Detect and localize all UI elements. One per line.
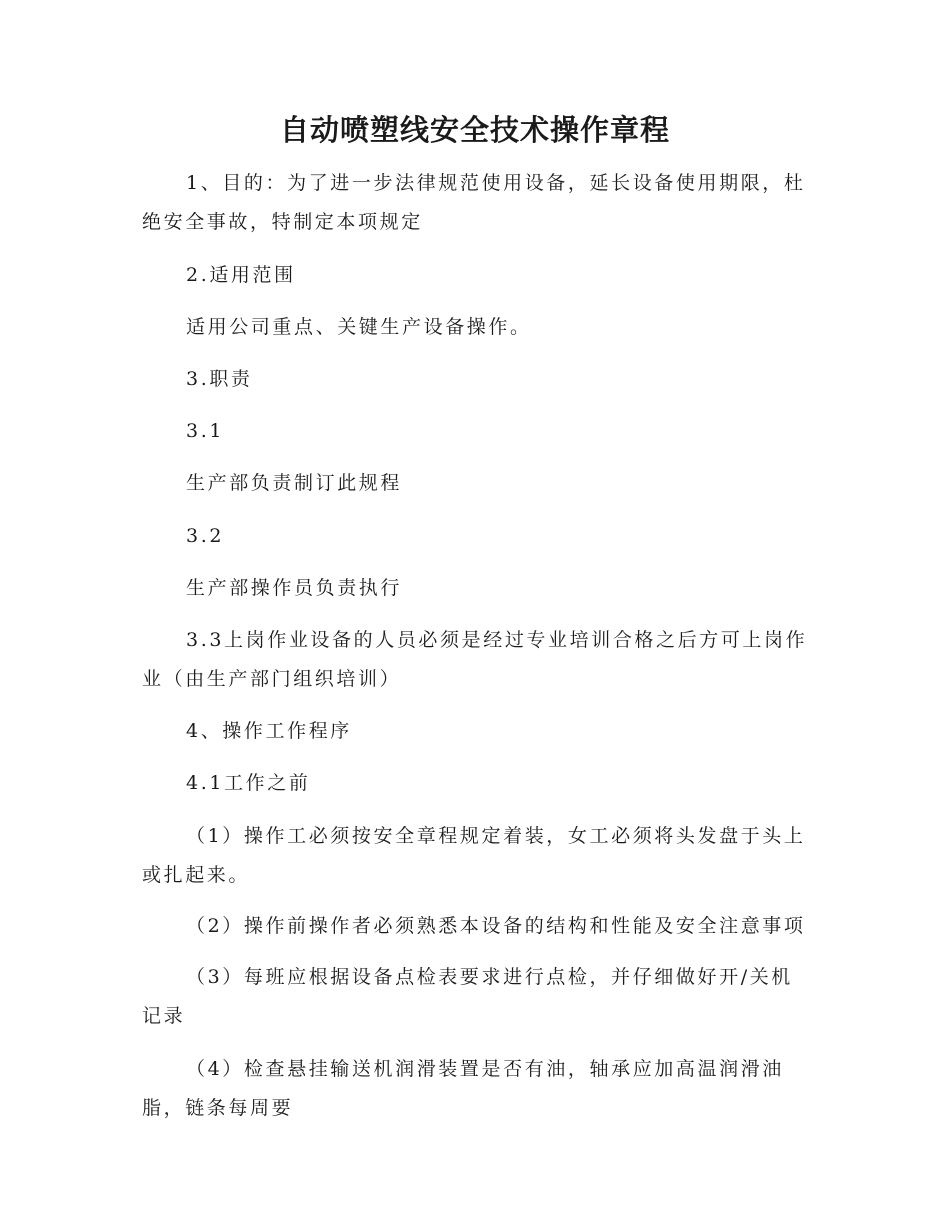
paragraph-scope (142, 308, 812, 347)
paragraph-line: 生产部负责制订此规程 (186, 472, 403, 494)
paragraph-line: 2.适用范围 (186, 264, 296, 286)
paragraph-line: 生产部操作员负责执行 (186, 577, 403, 599)
paragraph-item-3 (142, 958, 812, 1036)
paragraph-duties-heading (142, 360, 812, 399)
paragraph-purpose (142, 164, 812, 242)
paragraph-3-1-text (142, 464, 812, 503)
paragraph-item-1 (142, 817, 812, 895)
paragraph-3-1 (142, 412, 812, 451)
paragraph-line: 业（由生产部门组织培训） (142, 668, 402, 690)
paragraph-3-2 (142, 517, 812, 556)
paragraph-3-3 (142, 621, 812, 699)
paragraph-4-1 (142, 764, 812, 803)
document-title: 自动喷塑线安全技术操作章程 (279, 113, 670, 147)
paragraph-line: （2）操作前操作者必须熟悉本设备的结构和性能及安全注意事项 (186, 915, 806, 937)
paragraph-line: 3.1 (186, 420, 225, 442)
paragraph-line: 3.职责 (186, 368, 253, 390)
paragraph-line: 4、操作工作程序 (186, 720, 352, 742)
paragraph-3-2-text (142, 569, 812, 608)
paragraph-line: 脂，链条每周要 (142, 1097, 294, 1119)
paragraph-line: 4.1工作之前 (186, 772, 311, 794)
paragraph-line: （3）每班应根据设备点检表要求进行点检，并仔细做好开/关机 (186, 966, 793, 988)
paragraph-scope-heading (142, 256, 812, 295)
paragraph-line: （1）操作工必须按安全章程规定着装，女工必须将头发盘于头上 (186, 825, 806, 847)
paragraph-item-4 (142, 1050, 812, 1128)
paragraph-line: 或扎起来。 (142, 864, 251, 886)
paragraph-line: 记录 (142, 1005, 186, 1027)
paragraph-line: 3.3上岗作业设备的人员必须是经过专业培训合格之后方可上岗作 (186, 629, 808, 651)
paragraph-line: 1、目的：为了进一步法律规范使用设备，延长设备使用期限，杜 (186, 172, 806, 194)
paragraph-line: 绝安全事故，特制定本项规定 (142, 211, 423, 233)
paragraph-line: 适用公司重点、关键生产设备操作。 (186, 316, 532, 338)
paragraph-item-2 (142, 907, 812, 946)
paragraph-line: （4）检查悬挂输送机润滑装置是否有油，轴承应加高温润滑油 (186, 1058, 784, 1080)
paragraph-procedure-heading (142, 712, 812, 751)
paragraph-line: 3.2 (186, 525, 225, 547)
